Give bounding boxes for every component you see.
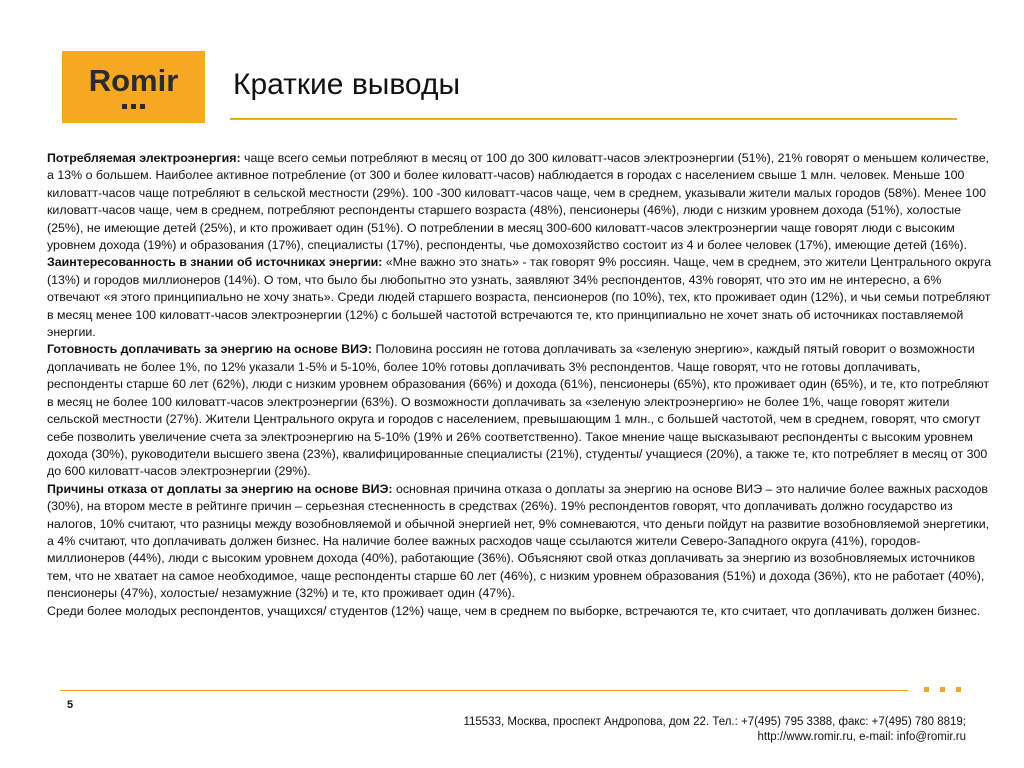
logo-wordmark: Romir xyxy=(88,63,179,98)
section-electricity-consumption xyxy=(47,150,992,254)
page-title: Краткие выводы xyxy=(233,68,461,101)
section-text: «Мне важно это знать» - так говорят 9% россиян. Чаще, чем в среднем, это жители Центрального округа (13%) и городов миллионеров (14%). О том, что было бы любопытно это узнать, заявляют 34% респондентов, 43% говорят, что это им не интересно, а 6% отвечают «я этого принципиально не хочу знать». Среди людей старшего возраста, пенсионеров (по 10%), тех, кто проживает один (12%), и чьи семьи потребляют в месяц менее 100 киловатт-часов электроэнергии (12%) с большей частотой встречаются те, кто принципиально не хочет знать об источниках поставляемой энергии. xyxy=(47,255,992,340)
footer-dots-icon xyxy=(924,687,972,692)
section-text: Среди более молодых респондентов, учащихся/ студентов (12%) чаще, чем в среднем по выборке, встречаются те, кто считает, что доплачивать должен бизнес. xyxy=(47,603,981,618)
section-text: чаще всего семьи потребляют в месяц от 100 до 300 киловатт-часов электроэнергии (51%), 21% говорят о меньшем количестве, а 13% о большем. Наиболее активное потребление (от 300 и более киловатт-часов) наблюдается в городах с населением свыше 1 млн. человек. Меньше 100 киловатт-часов чаще потребляют в сельской местности (29%). 100 -300 киловатт-часов чаще, чем в среднем, указывали жители малых городов (58%). Менее 100 киловатт-часов чаще, чем в среднем, потребляют респонденты старшего возраста (48%), пенсионеры (46%), люди с низким уровнем дохода (51%), холостые (25%), не имеющие детей (25%), и кто проживает один (51%). О потреблении в месяц 300-600 киловатт-часов электроэнергии чаще говорят люди с высоким уровнем дохода (19%) и образования (17%), специалисты (17%), респонденты, чье домохозяйство состоит из 4 и более человек (17%), имеющие детей (16%). xyxy=(47,151,990,253)
section-heading: Причины отказа от доплаты за энергию на основе ВИЭ: xyxy=(47,481,393,496)
section-heading: Готовность доплачивать за энергию на основе ВИЭ: xyxy=(47,342,372,357)
page-number: 5 xyxy=(67,699,74,711)
summary-body xyxy=(47,150,992,620)
section-text: Половина россиян не готова доплачивать за «зеленую энергию», каждый пятый говорит о возможности доплачивать не более 1%, по 12% указали 1-5% и 5-10%, более 10% готовы доплачивать 3% респондентов. Чаще говорят, что не готовы доплачивать, респонденты старше 60 лет (62%), люди с низким уровнем образования (66%) и дохода (61%), пенсионеры (65%), кто проживает один (65%), и те, кто потребляют в месяц не более 100 киловатт-часов электроэнергии (63%). О возможности доплачивать за «зеленую электроэнергию» не более 1%, чаще говорят жители сельской местности (27%). Жители Центрального округа и городов с населением, превышающим 1 млн., с большей частотой, чем в среднем, говорят, что смогут себе позволить увеличение счета за электроэнергию на 5-10% (19% и 26% соответственно). Такое мнение чаще высказывают респонденты с высоким уровнем дохода (30%), руководители высшего звена (23%), квалифицированные специалисты (21%), студенты/ учащиеся (20%), а также те, кто потребляет в месяц от 300 до 600 киловатт-часов электроэнергии (29%). xyxy=(47,342,990,479)
logo-dots-icon xyxy=(62,104,205,109)
footer-divider xyxy=(60,690,908,691)
section-heading: Потребляемая электроэнергия: xyxy=(47,151,241,165)
section-refusal-reasons xyxy=(47,481,992,603)
romir-logo xyxy=(62,51,205,123)
section-text: основная причина отказа о доплаты за энергию на основе ВИЭ – это наличие более важных расходов (30%), на втором месте в рейтинге причин – серьезная стесненность в средствах (26%). 19% респондентов говорят, что доплачивать должно государство из налогов, 10% считают, что разницы между возобновляемой и обычной энергией нет, 9% сомневаются, что деньги пойдут на развитие возобновляемой энергетики, а 4% считают, что доплачивать должен бизнес. На наличие более важных расходов чаще ссылаются жители Северо-Западного округа (41%), городов-миллионеров (44%), люди с высоким уровнем дохода (40%), работающие (36%). Объясняют свой отказ доплачивать за энергию из возобновляемых источников тем, что не хватает на самое необходимое, чаще респонденты старше 60 лет (46%), с низким уровнем образования (51%) и дохода (36%), кто не работает (40%), пенсионеры (47%), холостые/ незамужние (32%) и те, кто проживает один (47%). xyxy=(47,481,990,601)
footer-contact xyxy=(463,715,966,745)
section-energy-sources-interest xyxy=(47,254,992,341)
title-divider xyxy=(230,118,957,120)
footer-address-line: 115533, Москва, проспект Андропова, дом 22. Тел.: +7(495) 795 3388, факс: +7(495) 780 8819; xyxy=(463,716,966,728)
section-young-respondents xyxy=(47,603,992,620)
footer-web-email-line: http://www.romir.ru, e-mail: info@romir.ru xyxy=(757,731,966,743)
section-heading: Заинтересованность в знании об источниках энергии: xyxy=(47,255,383,270)
section-willingness-to-pay xyxy=(47,341,992,480)
